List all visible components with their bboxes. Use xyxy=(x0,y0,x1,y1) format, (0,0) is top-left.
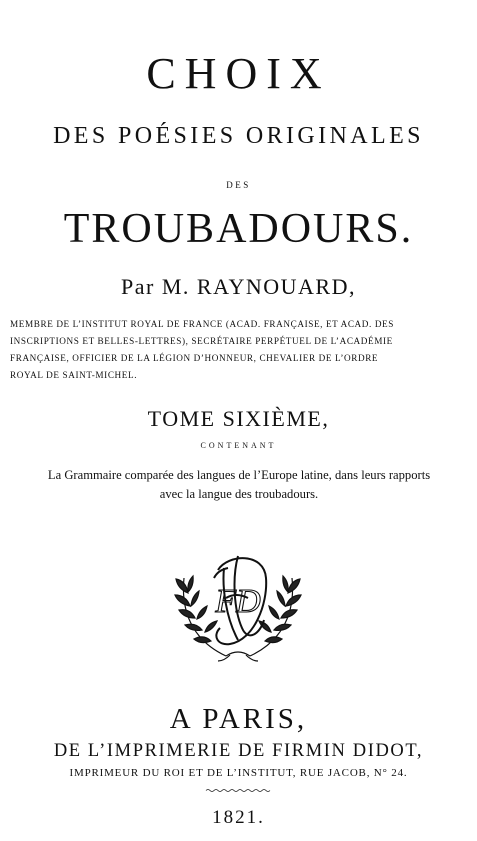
affiliation-line: INSCRIPTIONS ET BELLES-LETTRES), SECRÉTAIRE PERPÉTUEL DE L’ACADÉMIE xyxy=(10,336,393,346)
ornamental-rule xyxy=(205,788,272,793)
title-des: DES xyxy=(226,180,251,190)
affiliation-line: ROYAL DE SAINT-MICHEL. xyxy=(10,370,138,380)
title-choix: CHOIX xyxy=(146,49,331,98)
imprint-year: 1821. xyxy=(212,807,265,828)
volume-contenant: CONTENANT xyxy=(200,441,277,450)
title-des-poesies: DES POÉSIES ORIGINALES xyxy=(53,123,424,149)
imprint-city: A PARIS, xyxy=(169,703,308,735)
author-affiliation xyxy=(10,316,468,384)
svg-text:FD: FD xyxy=(215,583,261,620)
affiliation-line: MEMBRE DE L’INSTITUT ROYAL DE FRANCE (ACAD. FRANÇAISE, ET ACAD. DES xyxy=(10,319,394,329)
volume-description-line2: avec la langue des troubadours. xyxy=(159,487,319,501)
volume-tome: TOME SIXIÈME, xyxy=(147,406,330,431)
author-line xyxy=(0,276,477,298)
author-par: Par xyxy=(121,274,155,299)
imprint-printer: DE L’IMPRIMERIE DE FIRMIN DIDOT, xyxy=(53,741,424,761)
volume-description-line1: La Grammaire comparée des langues de l’Europe latine, dans leurs rapports xyxy=(47,468,431,482)
title-troubadours: TROUBADOURS. xyxy=(63,206,414,252)
affiliation-line: FRANÇAISE, OFFICIER DE LA LÉGION D’HONNEUR, CHEVALIER DE L’ORDRE xyxy=(10,353,379,363)
author-name: M. RAYNOUARD, xyxy=(161,274,356,299)
laurel-wreath-monogram-icon xyxy=(168,548,308,663)
imprint-details: IMPRIMEUR DU ROI ET DE L’INSTITUT, RUE JACOB, N° 24. xyxy=(69,767,408,779)
